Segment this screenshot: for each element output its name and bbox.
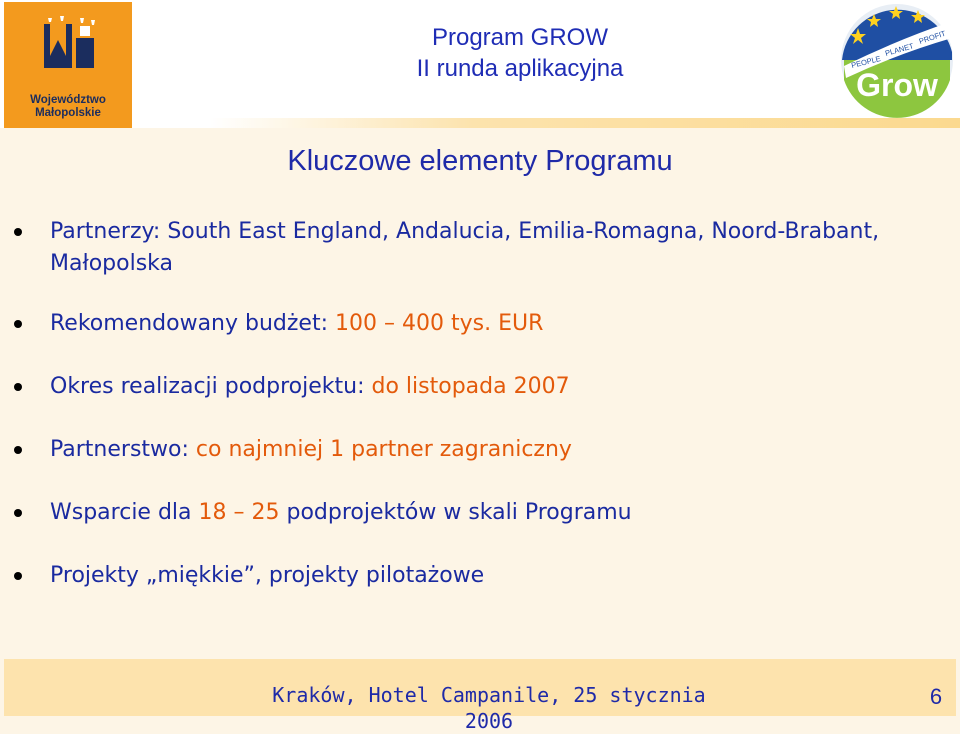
grow-logo-text: Grow	[856, 67, 938, 103]
list-item	[14, 497, 944, 529]
bullet-text: Partnerstwo:	[50, 437, 196, 462]
grow-ribbon-profit: PROFIT	[917, 28, 947, 46]
bullet-icon	[14, 572, 22, 580]
bullet-icon	[14, 509, 22, 517]
footer-location-date: Kraków, Hotel Campanile, 25 stycznia 2006	[272, 683, 706, 733]
bullet-text: Rekomendowany budżet:	[50, 311, 336, 336]
bullet-accent: 100 – 400 tys. EUR	[335, 311, 544, 336]
bullet-text: Okres realizacji podprojektu:	[50, 374, 372, 399]
list-item	[14, 434, 944, 466]
list-item	[14, 560, 944, 592]
bullet-text-after: podprojektów w skali Programu	[279, 500, 632, 525]
grow-ribbon-planet: PLANET	[884, 41, 915, 58]
bullet-accent: co najmniej 1 partner zagraniczny	[195, 437, 572, 462]
slide-title: Kluczowe elementy Programu	[287, 145, 673, 177]
header-gradient-band	[210, 118, 960, 128]
bullet-icon	[14, 383, 22, 391]
program-title: Program GROW	[431, 24, 608, 51]
bullet-accent: do listopada 2007	[371, 374, 570, 399]
logo-caption-line2: Małopolskie	[35, 107, 101, 119]
slide-header	[0, 0, 960, 128]
program-header	[360, 22, 680, 84]
list-item	[14, 216, 944, 280]
list-item	[14, 371, 944, 403]
key-elements-list	[14, 216, 944, 592]
bullet-icon	[14, 446, 22, 454]
list-item	[14, 308, 944, 340]
grow-logo-icon	[838, 0, 956, 120]
bullet-icon	[14, 320, 22, 328]
logo-caption-line1: Województwo	[30, 94, 106, 106]
bullet-text: Wsparcie dla	[50, 500, 199, 525]
malopolskie-crest-icon	[36, 16, 102, 80]
grow-ribbon-people: PEOPLE	[850, 53, 882, 70]
bullet-text: Partnerzy: South East England, Andalucia, Emilia-Romagna, Noord-Brabant, Małopolska	[50, 219, 880, 276]
slide-footer	[4, 659, 956, 733]
page-number: 6	[929, 684, 943, 709]
bullet-text: Projekty „miękkie”, projekty pilotażowe	[50, 563, 485, 588]
program-subtitle: II runda aplikacyjna	[416, 55, 624, 82]
bullet-icon	[14, 228, 22, 236]
bullet-accent: 18 – 25	[198, 500, 280, 525]
wojewodztwo-logo	[4, 2, 132, 128]
